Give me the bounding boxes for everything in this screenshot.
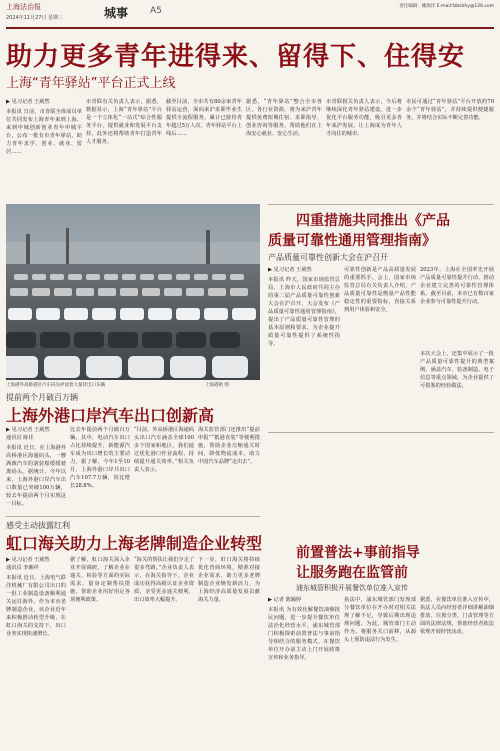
lead-byline: ▶ 见习记者 王葳然 xyxy=(6,99,50,105)
car-export-photo xyxy=(6,204,260,380)
brand-headline: 虹口海关助力上海老牌制造企业转型 xyxy=(6,534,263,553)
quality-column-3: 2023年，上海在全国率先开展产品质量可靠性提升行动，推动企业建立完善的可靠性管理体系。截至目前，本市已有数百家企业参与可靠性提升行动。 xyxy=(420,267,494,305)
legal-column-1: 本报讯 为有效化解餐饮油烟扰民问题，进一步提升餐饮单位法治化经营水平，浦东城管部门积极探索前置普法与事前指导相结合的服务模式，在餐饮单位开办前主动上门开展政策宣传和业务指导。 xyxy=(268,607,340,661)
lead-subhead: 上海“青年驿站”平台正式上线 xyxy=(6,76,176,91)
port-column-3: “目前，外高桥港区海通码头出口汽车涵盖全球100多个国家和地区，我们通过优化港口作业流程，持续提升通关效率。”相关负责人表示。 xyxy=(134,427,194,473)
legal-headline-2: 让服务跑在监管前 xyxy=(296,565,408,581)
photo-caption: 上海港外高桥港区汽车码头停放着大量待出口车辆 xyxy=(6,383,105,388)
page-number: A5 xyxy=(150,6,162,16)
section-title: 城事 xyxy=(104,6,129,20)
brand-byline: ▶ 见习记者 王葳然 通讯员 李湘祥 xyxy=(6,557,50,571)
car-export-photo-graphic xyxy=(6,204,260,380)
masthead-brand: 上海法治报 xyxy=(6,3,41,11)
lead-column-4: 据悉，“青年驿站”整合全市各区、各行业资源，将为来沪青年提供免费短期住宿、求职指导、创业咨询等服务，帮助他们在上海安心就业、安心生活。 xyxy=(246,99,322,137)
brand-kicker: 感受主动拔露红利 xyxy=(6,521,70,530)
port-column-4: 海关监管部门还推出“提前申报”“抵港直装”等便利措施，帮助企业压缩通关时间，降低物流成本，助力中国汽车品牌“走出去”。 xyxy=(198,427,260,465)
quality-column-2: 可靠性创新是产品高质量发展的重要抓手。会上，国家市场监管总局有关负责人介绍，产品质量可靠性是衡量产品性能稳定性的重要指标，直接关系到用户体验和安全。 xyxy=(344,267,416,313)
issue-date: 2024年11月27日 星期三 xyxy=(6,15,64,21)
quality-headline: 质量可靠性通用管理指南》 xyxy=(268,233,436,249)
section-divider xyxy=(6,516,260,517)
section-divider xyxy=(268,204,494,205)
section-divider xyxy=(268,432,494,433)
lead-column-3: 截至目前，全市共有80余家青年驿站运营，面向来沪求职毕业生提供全流程服务，累计已接待青年超过5万人次，青年驿站平台上线后…… xyxy=(166,99,242,137)
brand-column-1: 本报讯 近日，上海电气联洋机械厂有限公司出口的一批工业制造设备顺利通关运往海外。作为本市老牌制造企业，该企业近年来积极推动转型升级，在虹口海关的支持下，出口业务实现快速增长。 xyxy=(6,575,66,637)
lead-column-2: 市青联有关负责人表示，据悉，数据显示，上海“青年驿站”平台是一个立体化“一站式”综合性服务平台，提供就业和发展平台支持，此外还将帮助青年打造青年人才服务。 xyxy=(86,99,162,145)
port-column-1: 本报讯 近日，在上海港外高桥港区海通码头，一艘满载汽车的滚装船缓缓驶离码头。据统计，今年以来，上海外港口岸汽车出口数量已突破100万辆，较去年提前两个月实现这一目标。 xyxy=(6,445,66,507)
brand-column-3: “海关的帮扶让我们少走了很多弯路。”企业负责人表示，在海关指导下，企业成功获得高级认证企业资质，享受更多通关便利，出口效率大幅提升。 xyxy=(134,557,194,603)
legal-headline: 前置普法+事前指导 xyxy=(296,545,420,561)
quality-byline: ▶ 见习记者 王葳然 xyxy=(268,267,312,273)
quality-continuation xyxy=(268,438,494,536)
lead-column-5: 市青联相关负责人表示，今后将继续深化青年驿站建设，进一步优化平台服务功能，吸引更多青年来沪发展，让上海成为青年人才向往的城市。 xyxy=(326,99,402,137)
legal-column-3: 据悉，在餐饮单位准入宣传中，执法人员向经营者详细讲解油烟排放、垃圾分类、门责管理等方面的法律法规，帮助经营者依法依规开展经营活动。 xyxy=(420,597,494,635)
quality-column-1: 本报讯 昨天，国家市场监管总局、上海市人民政府共同主办的第二届产品质量可靠性创新大会在沪召开。大会发布《产品质量可靠性通用管理指南》，提出了产品质量可靠性管理的基本原则和要求，为企业提升质量可靠性提供了系统性指导。 xyxy=(268,277,340,347)
legal-column-2: 执法中，浦东城管部门发现部分餐饮单位在开办时对相关法规了解不足，导致后期出现违规问题。为此，城管部门主动作为，将服务关口前移，从源头上预防违法行为发生。 xyxy=(344,597,416,643)
legal-byline: ▶ 记者 陈颖婷 xyxy=(268,597,302,603)
port-headline: 上海外港口岸汽车出口创新高 xyxy=(6,406,215,425)
lead-column-1: 本报讯 日前，市青联全体成员单位共同发布上海青年来到上海、来到申城创新创业青年申城平台，公布一批有市青年驿站，助力青年求学、创业、就业、留居…… xyxy=(6,109,82,155)
quality-subhead: 产品质量可靠性创新大会在沪召开 xyxy=(268,253,388,262)
header-rule xyxy=(6,27,494,29)
lead-column-6: 市民可通过“青年驿站”平台开放约70余个“青年驿站”，并持续提供便捷服务，并将结合实际不断完善功能。 xyxy=(406,99,494,121)
editor-credit: 责任编辑：姚海洋 E-mail:fzbshhy@126.com xyxy=(399,4,494,9)
lead-headline: 助力更多青年进得来、留得下、住得安 xyxy=(6,42,466,72)
brand-column-4: 下一步，虹口海关将持续优化营商环境，精准对接企业需求，助力更多老牌制造企业焕发新活力，为上海经济高质量发展贡献海关力量。 xyxy=(198,557,260,603)
port-column-2: 比去年提前两个月破百万辆。其中，电动汽车出口占比持续提升，新能源汽车成为出口增长的主要动力。据了解，今年1至10月，上海外港口岸共出口汽车107.7万辆，同比增长28.8%。 xyxy=(70,427,130,489)
photo-credit: 上海港供 图 xyxy=(205,383,229,388)
page-header xyxy=(0,0,500,30)
port-byline: ▶ 见习记者 王葳然 通讯员 陈佳 xyxy=(6,427,50,441)
legal-subhead: 浦东城管积极开展餐饮单位准入宣传 xyxy=(296,584,408,592)
brand-column-2: 据了解，虹口海关深入企业开展调研，了解企业在通关、检验等方面的实际需求，量身定制帮扶措施，帮助企业用好用足各项便利政策。 xyxy=(70,557,130,603)
port-kicker: 提前两个月破百万辆 xyxy=(6,393,78,402)
quality-kicker-headline: 四重措施共同推出《产品 xyxy=(296,213,450,229)
quality-column-4: 本次大会上，还集中展示了一批产品质量可靠性提升的典型案例，涵盖汽车、装备制造、电子信息等重点领域，为企业提供了可借鉴的经验做法。 xyxy=(420,351,494,389)
